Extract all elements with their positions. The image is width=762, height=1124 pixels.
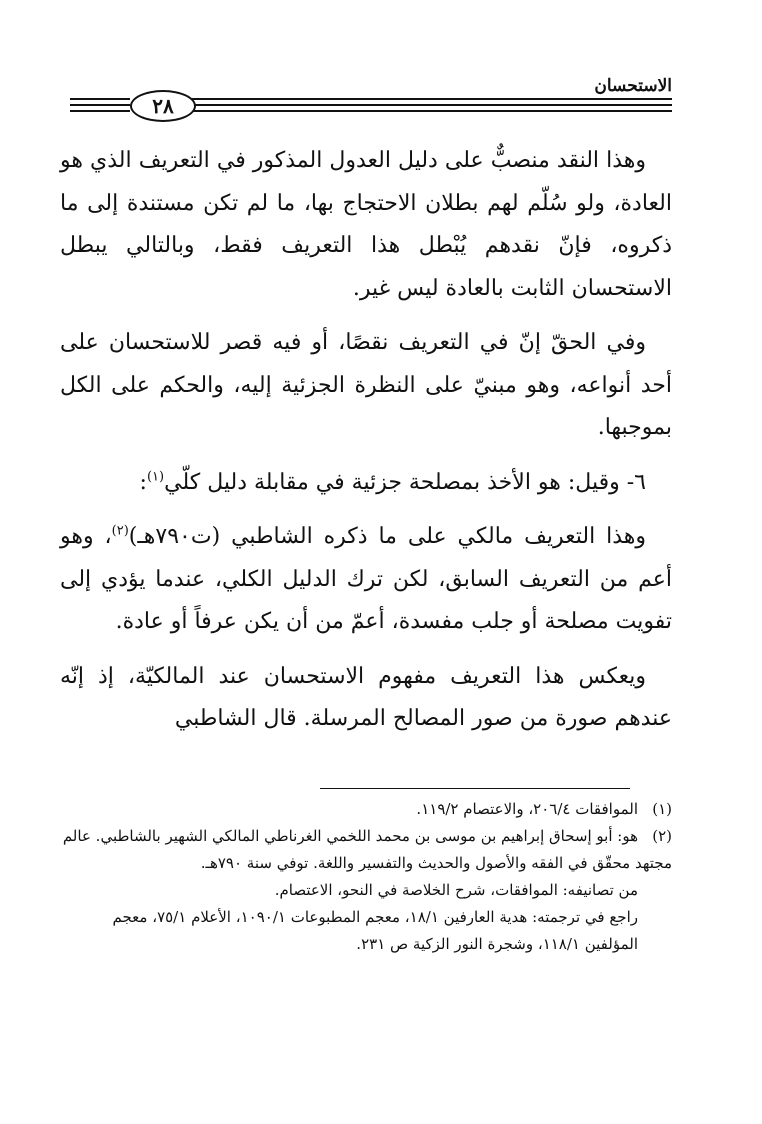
running-title: الاستحسان [594, 76, 672, 96]
footnote-text: هو: أبو إسحاق إبراهيم بن موسى بن محمد اللخمي الغرناطي المالكي الشهير بالشاطبي. عالم مجتهد محقّق في الفقه والأصول والحديث والتفسير واللغة. توفي سنة ٧٩٠هـ. [62, 827, 672, 872]
footnotes [60, 796, 672, 958]
header-rule [70, 98, 130, 100]
footnote-1 [60, 796, 672, 823]
header-rule [192, 98, 672, 100]
definition-item [60, 462, 672, 505]
header-rule [70, 104, 130, 106]
footnote-number: (٢) [652, 827, 672, 845]
paragraph: وفي الحقّ إنّ في التعريف نقصًا، أو فيه قصر للاستحسان على أحد أنواعه، وهو مبنيّ على النظرة الجزئية إليه، والحكم على الكل بموجبها. [60, 330, 672, 440]
footnote-separator [320, 788, 630, 789]
paragraph-text: وهو أعم من التعريف السابق، لكن ترك الدليل الكلي، عندما يؤدي إلى تفويت مصلحة أو جلب مفسدة، أعمّ من أن يكن عرفاً أو عادة. [60, 524, 672, 634]
item-end: : [139, 469, 147, 495]
paragraph: وهذا النقد منصبٌّ على دليل العدول المذكور في التعريف الذي هو العادة، ولو سُلّم لهم بطلان الاحتجاج بها، ما لم تكن مستندة إلى ما ذكروه، فإنّ نقدهم يُبْطل هذا التعريف فقط، وبالتالي يبطل الاستحسان الثابت بالعادة ليس غير. [60, 148, 672, 301]
paragraph-end: ، [104, 524, 112, 549]
paragraph: ويعكس هذا التعريف مفهوم الاستحسان عند المالكيّة، إذ إنّه عندهم صورة من صور المصالح المرسلة. قال الشاطبي [60, 663, 672, 731]
header-rule [70, 110, 130, 112]
footnote-number: (١) [652, 800, 672, 818]
footnote-line: راجع في ترجمته: هدية العارفين ١٨/١، معجم المطبوعات ١٠٩٠/١، الأعلام ٧٥/١، معجم المؤلفين ١١٨/١، وشجرة النور الزكية ص ٢٣١. [112, 908, 638, 953]
footnote-text: الموافقات ٢٠٦/٤، والاعتصام ١١٩/٢. [416, 800, 638, 818]
header-rule [192, 104, 672, 106]
page-number: ٢٨ [130, 90, 196, 122]
paragraph [60, 516, 672, 644]
paragraph-text: وهذا التعريف مالكي على ما ذكره الشاطبي (ت٧٩٠هـ) [128, 524, 646, 549]
footnote-2 [60, 823, 672, 877]
footnote-ref[interactable]: (٢) [111, 523, 129, 539]
header-rule [192, 110, 672, 112]
item-text: ٦- وقيل: هو الأخذ بمصلحة جزئية في مقابلة دليل كلّي [164, 469, 646, 495]
footnote-ref[interactable]: (١) [146, 469, 165, 485]
footnote-line: من تصانيفه: الموافقات، شرح الخلاصة في النحو، الاعتصام. [274, 881, 638, 899]
page-header [60, 68, 672, 128]
main-text [60, 140, 672, 753]
